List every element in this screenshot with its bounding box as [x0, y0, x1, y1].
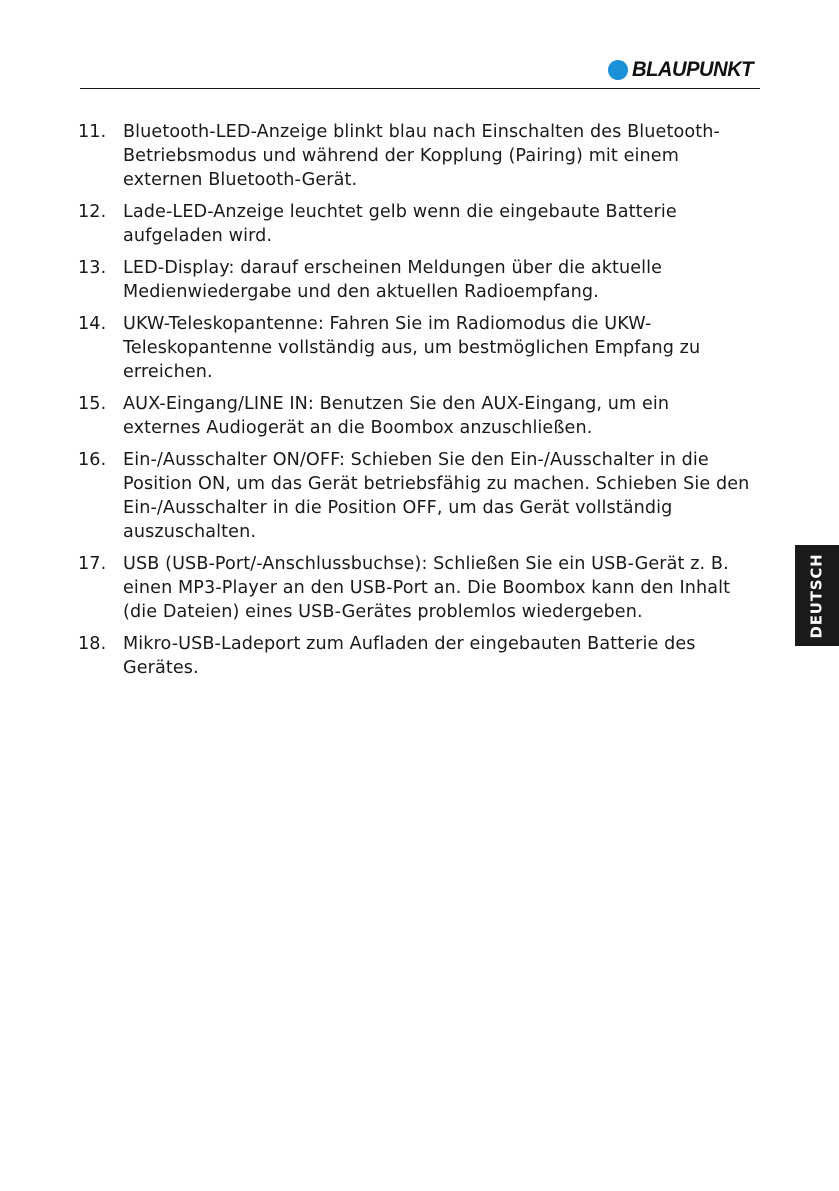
item-number: 13.	[78, 258, 107, 278]
item-number: 17.	[78, 554, 107, 574]
list-item	[78, 448, 750, 544]
page-header	[80, 0, 760, 89]
list-item	[78, 120, 750, 192]
language-tab-label: DEUTSCH	[808, 552, 827, 639]
list-item	[78, 632, 750, 680]
item-number: 12.	[78, 202, 107, 222]
item-text: Lade-LED-Anzeige leuchtet gelb wenn die eingebaute Batterie aufgeladen wird.	[123, 202, 677, 246]
language-tab	[795, 545, 839, 646]
item-text: AUX-Eingang/LINE IN: Benutzen Sie den AUX-Eingang, um ein externes Audiogerät an die Boombox anzuschließen.	[123, 394, 670, 438]
list-item	[78, 552, 750, 624]
brand-dot-icon	[608, 60, 628, 80]
feature-list	[78, 120, 750, 688]
list-item	[78, 200, 750, 248]
item-number: 16.	[78, 450, 107, 470]
item-number: 14.	[78, 314, 107, 334]
item-text: USB (USB-Port/-Anschlussbuchse): Schließen Sie ein USB-Gerät z. B. einen MP3-Player an den USB-Port an. Die Boombox kann den Inhalt (die Dateien) eines USB-Gerätes problemlos wiedergeben.	[123, 554, 731, 622]
item-text: UKW-Teleskopantenne: Fahren Sie im Radiomodus die UKW-Teleskopantenne vollständig aus, um bestmöglichen Empfang zu erreichen.	[123, 314, 701, 382]
item-number: 18.	[78, 634, 107, 654]
item-text: Bluetooth-LED-Anzeige blinkt blau nach Einschalten des Bluetooth-Betriebsmodus und während der Kopplung (Pairing) mit einem externen Bluetooth-Gerät.	[123, 122, 720, 190]
item-text: Ein-/Ausschalter ON/OFF: Schieben Sie den Ein-/Ausschalter in die Position ON, um das Gerät betriebsfähig zu machen. Schieben Sie den Ein-/Ausschalter in die Position OFF, um das Gerät vollständig auszuschalten.	[123, 450, 750, 542]
item-number: 15.	[78, 394, 107, 414]
item-text: LED-Display: darauf erscheinen Meldungen über die aktuelle Medienwiedergabe und den aktuellen Radioempfang.	[123, 258, 663, 302]
item-text: Mikro-USB-Ladeport zum Aufladen der eingebauten Batterie des Gerätes.	[123, 634, 696, 678]
blaupunkt-logo	[608, 59, 758, 80]
list-item	[78, 256, 750, 304]
brand-name: BLAUPUNKT	[631, 58, 753, 81]
list-item	[78, 392, 750, 440]
list-item	[78, 312, 750, 384]
item-number: 11.	[78, 122, 107, 142]
